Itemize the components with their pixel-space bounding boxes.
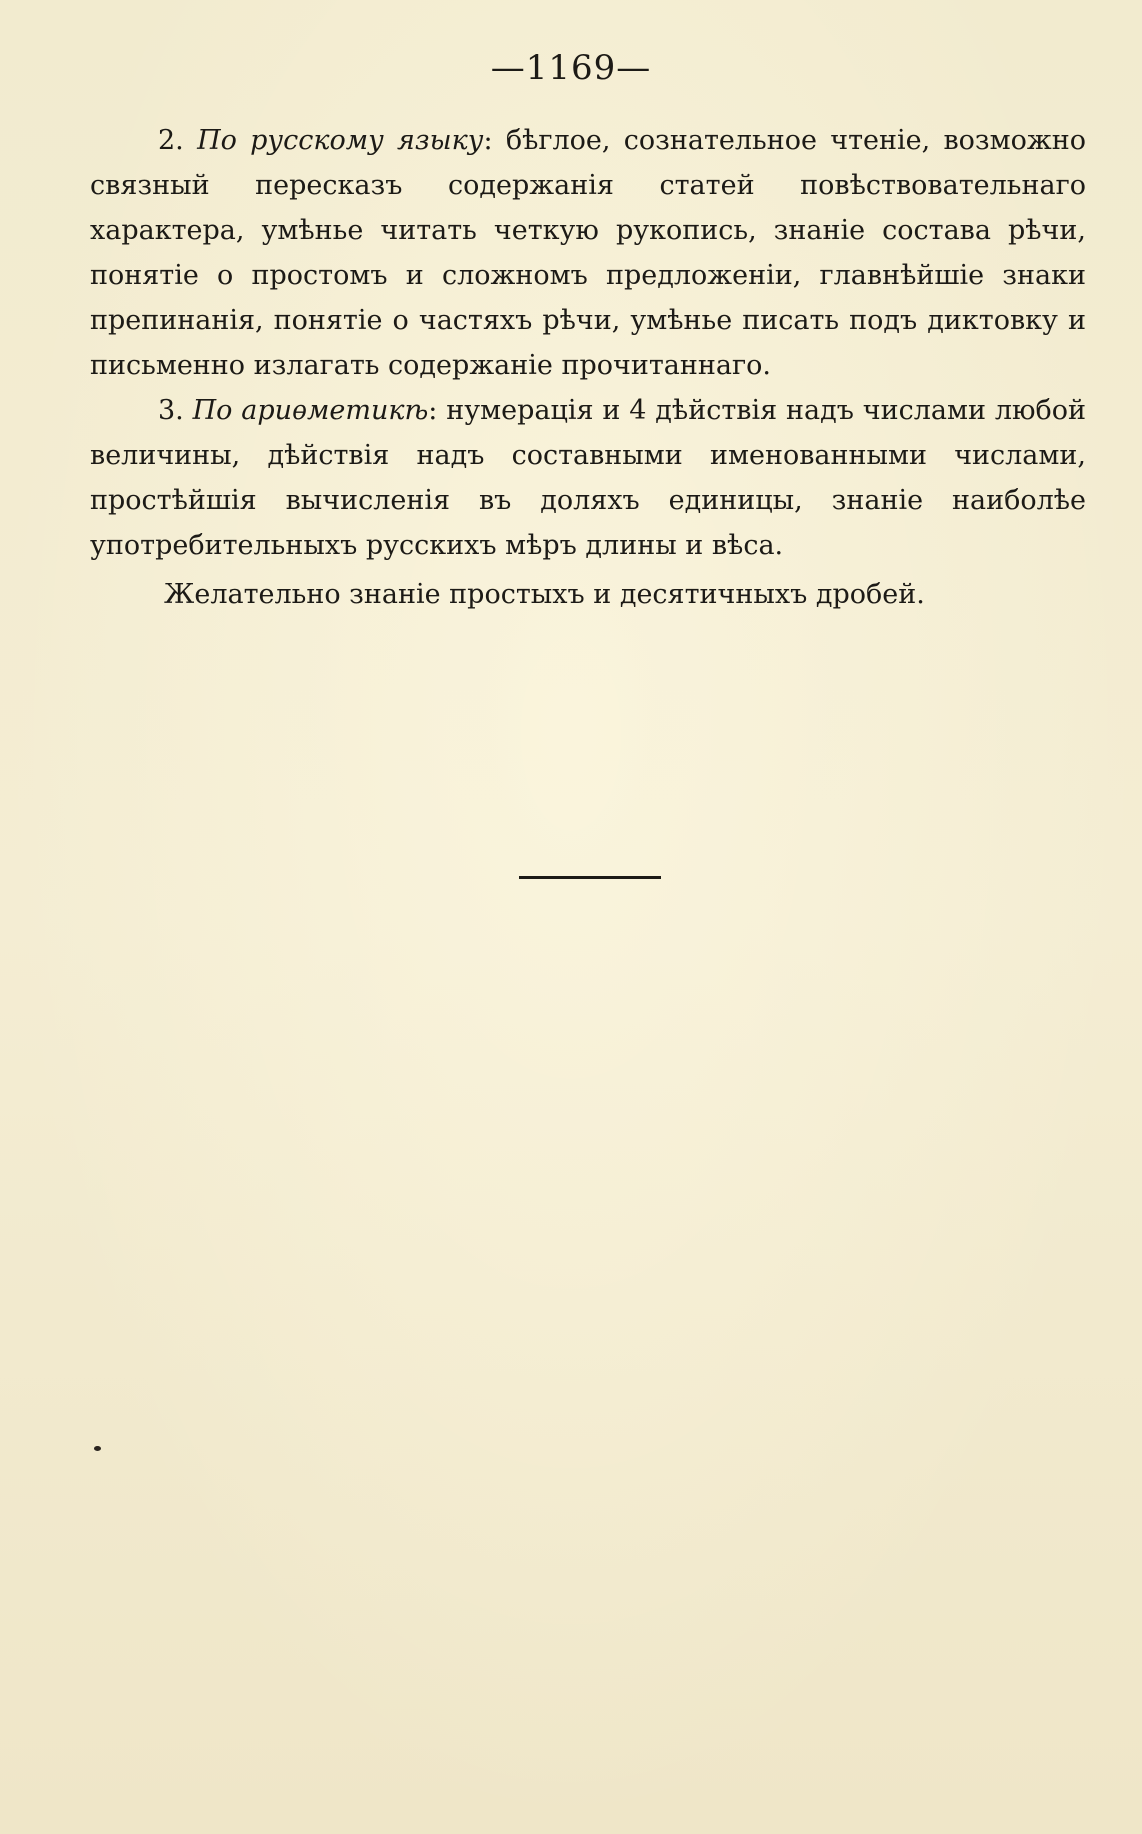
section-divider xyxy=(519,876,661,879)
paragraph-russian-language xyxy=(90,118,1086,388)
paragraph-body: : бѣглое, сознательное чтеніе, возможно связный пересказъ содержанія статей повѣствовательнаго характера, умѣнье читать четкую рукопись, знаніе состава рѣчи, понятіе о простомъ и сложномъ предложеніи, главнѣйшіе знаки препинанія, понятіе о частяхъ рѣчи, умѣнье писать подъ диктовку и письменно излагать содержаніе прочитаннаго. xyxy=(90,125,1086,381)
paragraph-subject: По русскому языку xyxy=(197,125,484,156)
paragraph-subject: По ариѳметикѣ xyxy=(192,395,429,426)
body-text xyxy=(90,118,1086,617)
paragraph-arithmetic xyxy=(90,388,1086,568)
closing-sentence: Желательно знаніе простыхъ и десятичныхъ дробей. xyxy=(164,579,925,610)
paragraph-number: 2. xyxy=(158,125,184,156)
paragraph-number: 3. xyxy=(158,395,184,426)
ink-speck xyxy=(94,1446,101,1451)
page-number: —1169— xyxy=(490,48,652,88)
paragraph-body: : нумерація и 4 дѣйствія надъ числами любой величины, дѣйствія надъ составными именованными числами, простѣйшія вычисленія въ доляхъ единицы, знаніе наиболѣе употребительныхъ русскихъ мѣръ длины и вѣса. xyxy=(90,395,1086,561)
